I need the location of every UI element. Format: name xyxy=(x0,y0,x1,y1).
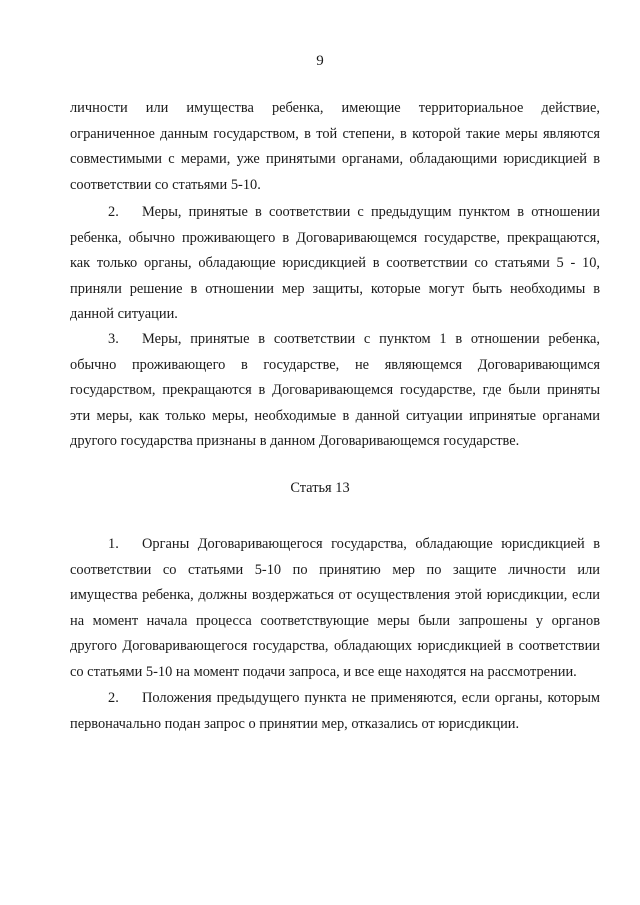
text-line: личности или имущества ребенка, имеющие территориальное действие, xyxy=(70,100,600,116)
paragraph-first-line xyxy=(70,532,600,558)
article-13-paragraph-2 xyxy=(70,686,600,737)
text-line: другого Договаривающегося государства, обладающих юрисдикцией в соответствии xyxy=(70,638,600,655)
text-line: имущества ребенка, должны воздержаться от осуществления этой юрисдикции, если xyxy=(70,587,600,604)
text-line: как только органы, обладающие юрисдикцией в соответствии со статьями 5 - 10, xyxy=(70,255,600,272)
paragraph-first-line xyxy=(70,686,600,712)
paragraph-number: 1. xyxy=(108,536,119,552)
text-line: приняли решение в отношении мер защиты, которые могут быть необходимы в xyxy=(70,280,600,297)
text-line: совместимыми с мерами, уже принятыми органами, обладающими юрисдикцией в xyxy=(70,151,600,168)
paragraph-continuation xyxy=(70,96,600,198)
text-line: ребенка, обычно проживающего в Договаривающемся государстве, прекращаются, xyxy=(70,229,600,246)
article-heading: Статья 13 xyxy=(290,480,350,496)
page-number: 9 xyxy=(316,53,324,69)
text-line: Органы Договаривающегося государства, обладающие юрисдикцией в xyxy=(142,536,600,552)
text-line: обычно проживающего в государстве, не являющемся Договаривающимся xyxy=(70,356,600,373)
text-line: Меры, принятые в соответствии с пунктом 1 в отношении ребенка, xyxy=(142,331,600,347)
paragraph-3 xyxy=(70,327,600,455)
paragraph-first-line xyxy=(70,327,600,353)
text-line: данной ситуации. xyxy=(70,306,178,323)
article-13-paragraph-1 xyxy=(70,532,600,686)
text-line: государством, прекращаются в Договаривающемся государстве, где были приняты xyxy=(70,382,600,399)
text-line: со статьями 5-10 на момент подачи запроса, и все еще находятся на рассмотрении. xyxy=(70,663,577,680)
text-line: Положения предыдущего пункта не применяются, если органы, которым xyxy=(142,690,600,706)
text-line: Меры, принятые в соответствии с предыдущим пунктом в отношении xyxy=(142,204,600,220)
text-line: другого государства признаны в данном Договаривающемся государстве. xyxy=(70,433,520,450)
text-line: первоначально подан запрос о принятии мер, отказались от юрисдикции. xyxy=(70,715,520,732)
paragraph-2 xyxy=(70,200,600,328)
paragraph-number: 2. xyxy=(108,204,119,220)
text-line: ограниченное данным государством, в той степени, в которой такие меры являются xyxy=(70,125,600,142)
text-line: соответствии со статьями 5-10. xyxy=(70,176,261,193)
text-line: на момент начала процесса соответствующие меры были запрошены у органов xyxy=(70,612,600,629)
paragraph-first-line xyxy=(70,200,600,226)
paragraph-number: 3. xyxy=(108,331,119,347)
text-line: эти меры, как только меры, необходимые в данной ситуации ипринятые органами xyxy=(70,407,600,424)
paragraph-number: 2. xyxy=(108,690,119,706)
text-line: соответствии со статьями 5-10 по принятию мер по защите личности или xyxy=(70,561,600,578)
